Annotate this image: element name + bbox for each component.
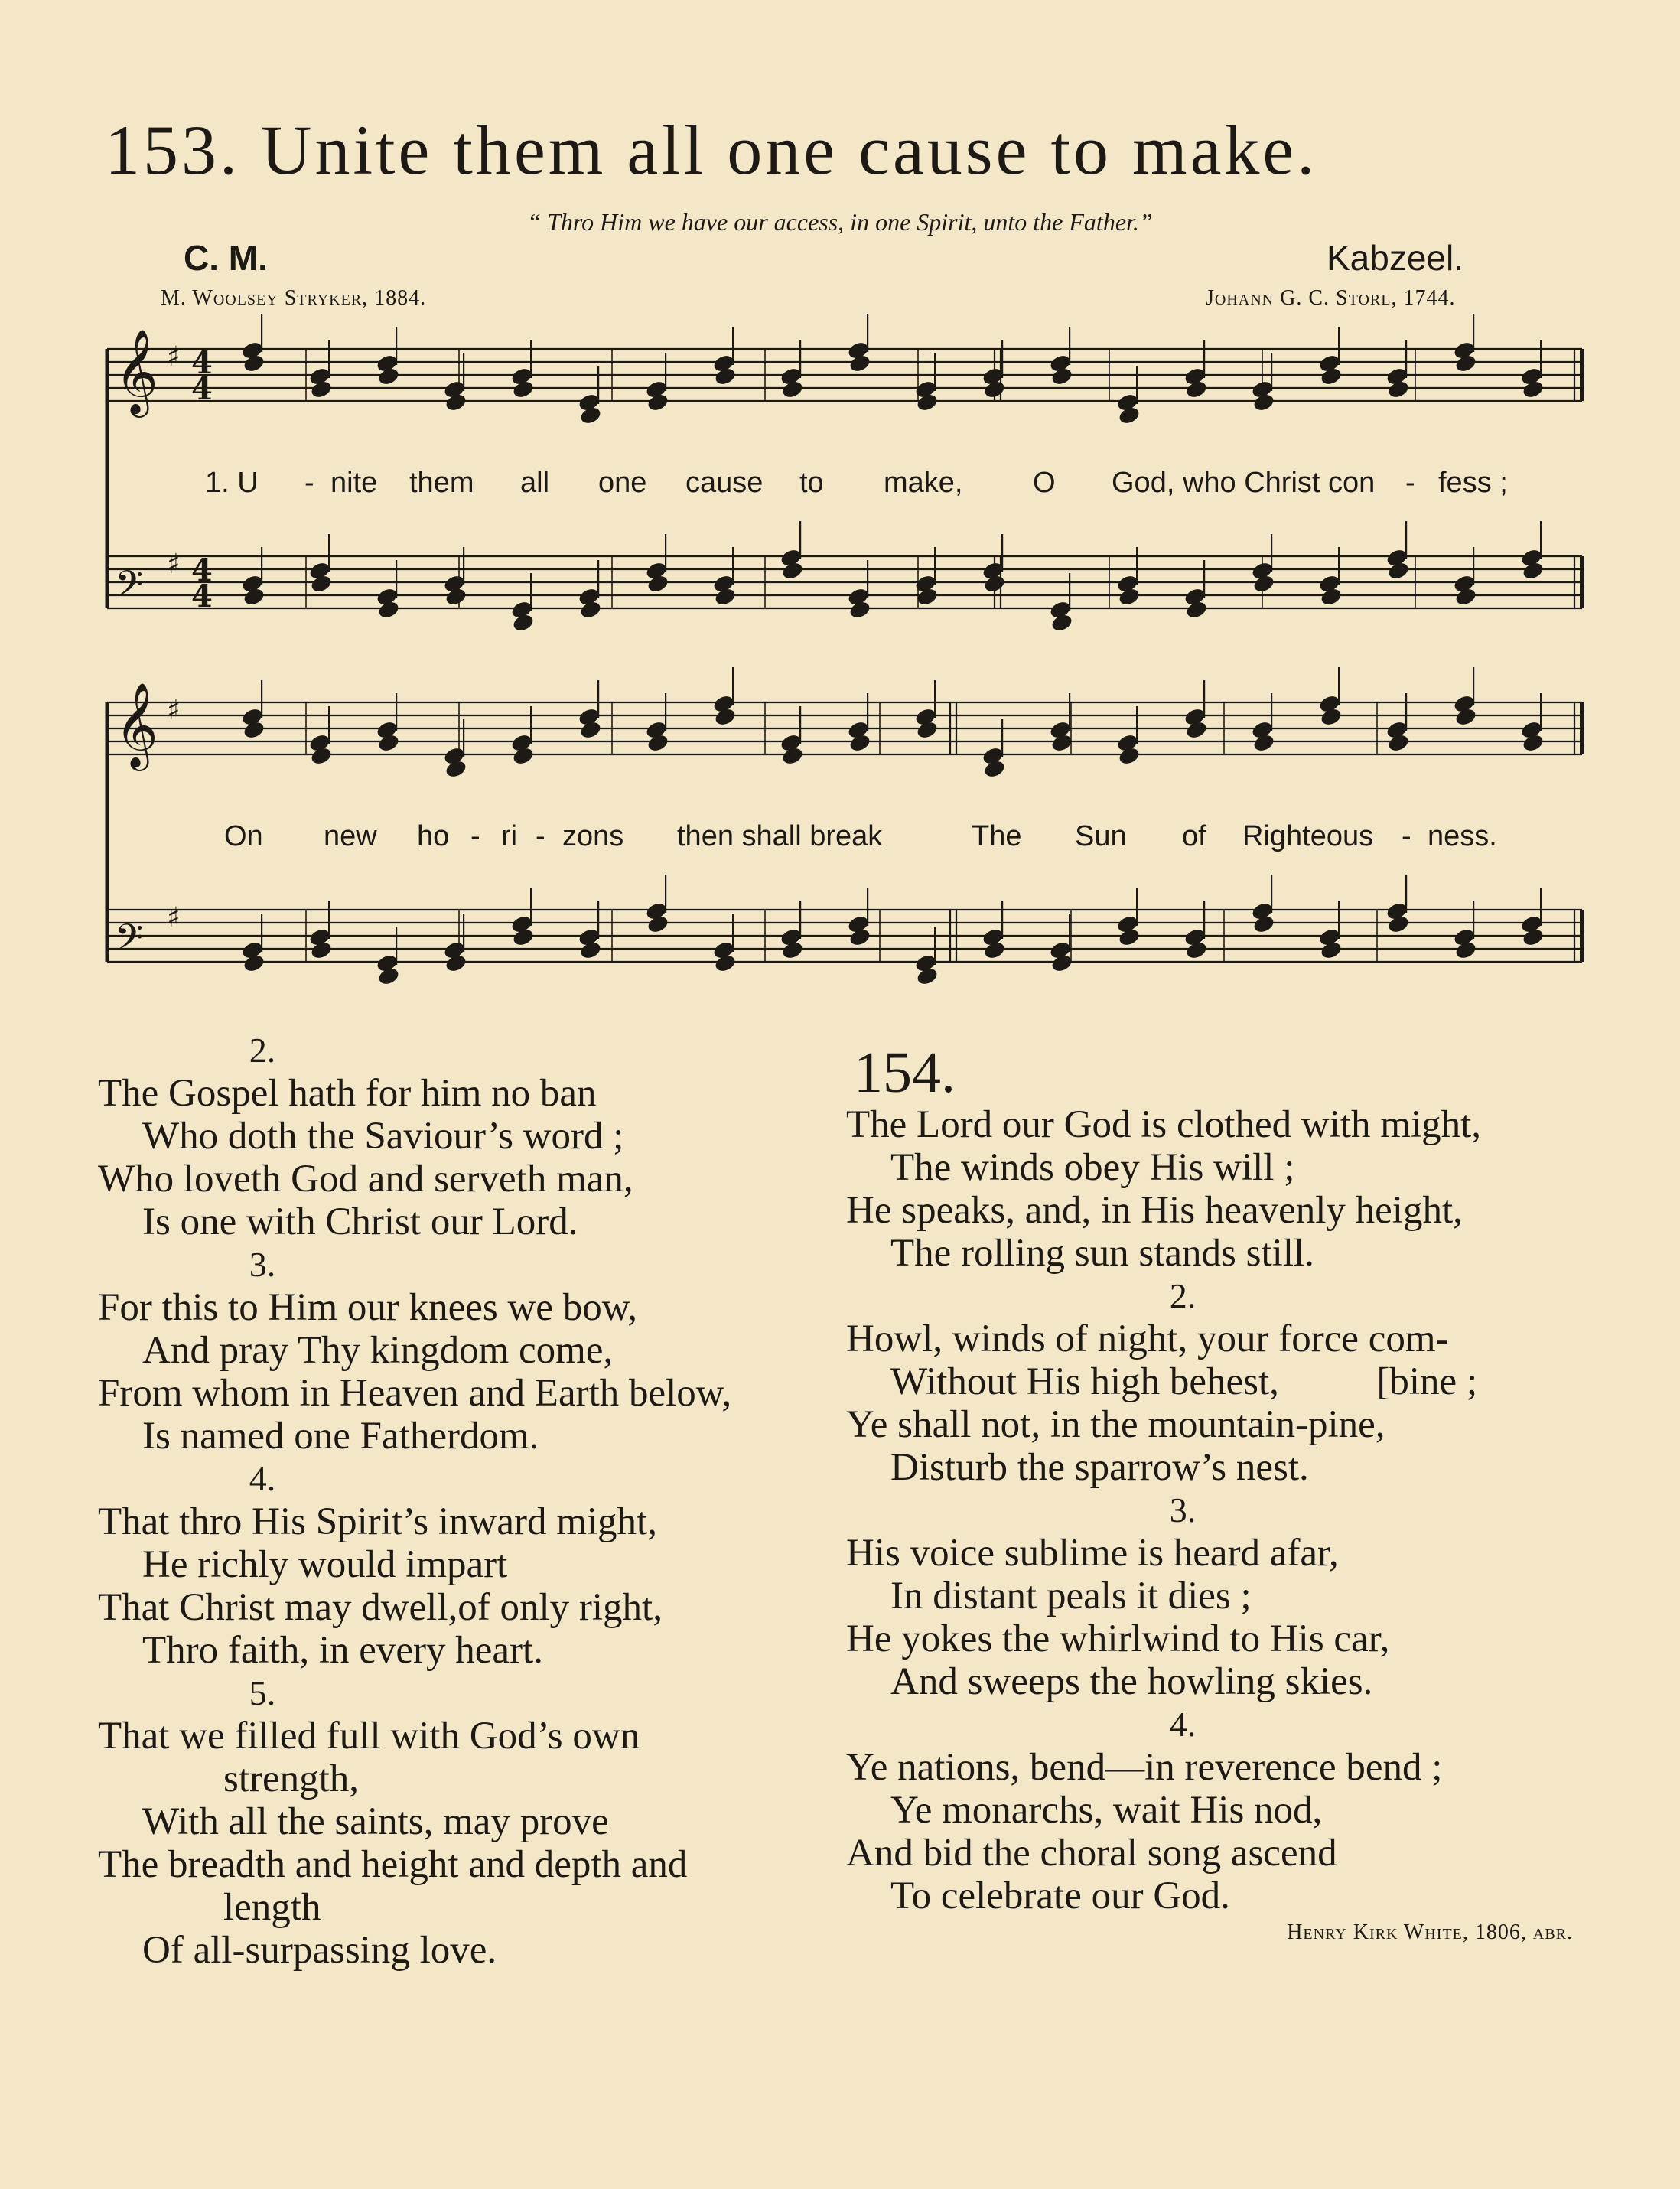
verse-line: And bid the choral song ascend xyxy=(846,1832,1337,1875)
note-stem xyxy=(1271,353,1272,391)
verse-line: With all the saints, may prove xyxy=(142,1800,609,1843)
verse-number: 4. xyxy=(249,1459,276,1498)
note-stem xyxy=(1473,667,1474,705)
verse-line: He speaks, and, in His heavenly height, xyxy=(846,1189,1463,1232)
lyric-syllable: then shall break xyxy=(677,820,883,852)
note-stem xyxy=(1203,340,1205,378)
note-stem xyxy=(732,547,734,585)
note-stem xyxy=(665,693,666,731)
verse-line: That thro His Spirit’s inward might, xyxy=(98,1500,657,1543)
verse-line: Who loveth God and serveth man, xyxy=(98,1158,633,1200)
note-stem xyxy=(867,888,868,926)
lyric-syllable: O xyxy=(1033,467,1056,499)
lyric-hyphen: - xyxy=(536,820,545,852)
note-stem xyxy=(396,327,397,365)
note-stem xyxy=(1001,340,1003,378)
note-stem xyxy=(1069,573,1070,611)
verse-line: He yokes the whirlwind to His car, xyxy=(846,1617,1390,1660)
verse-line: His voice sublime is heard afar, xyxy=(846,1532,1339,1575)
note-stem xyxy=(597,901,599,939)
note-stem xyxy=(1540,521,1542,559)
lyric-syllable: Sun xyxy=(1075,820,1127,852)
lyric-syllable: to xyxy=(799,467,824,499)
lyric-hyphen: - xyxy=(304,467,314,499)
key-signature-sharp: ♯ xyxy=(167,341,181,373)
lyric-syllable: new xyxy=(324,820,377,852)
note-stem xyxy=(732,667,734,705)
note-stem xyxy=(1338,901,1340,939)
note-stem xyxy=(261,547,262,585)
note-stem xyxy=(934,927,936,965)
verse-line: Of all-surpassing love. xyxy=(142,1929,497,1972)
lyric-syllable: of xyxy=(1182,820,1206,852)
note-stem xyxy=(1338,327,1340,365)
note-stem xyxy=(463,547,464,585)
note-stem xyxy=(597,680,599,718)
note-stem xyxy=(867,560,868,598)
tune-name: Kabzeel. xyxy=(1327,238,1464,278)
verse-line: He richly would impart xyxy=(142,1543,508,1586)
note-stem xyxy=(463,914,464,952)
note-stem xyxy=(1069,914,1070,952)
note-stem xyxy=(799,901,801,939)
note-stem xyxy=(665,534,666,572)
hymn-153-title: 153. Unite them all one cause to make. xyxy=(105,111,1318,189)
verse-line: The rolling sun stands still. xyxy=(890,1232,1314,1275)
note-stem xyxy=(1338,667,1340,705)
verse-line: Is named one Fatherdom. xyxy=(142,1415,539,1458)
note-stem xyxy=(1001,719,1003,757)
verse-number: 5. xyxy=(249,1673,276,1712)
verse-number: 4. xyxy=(1169,1705,1197,1744)
verse-number: 3. xyxy=(249,1245,276,1284)
note-stem xyxy=(261,680,262,718)
note-stem xyxy=(530,888,532,926)
note-stem xyxy=(1001,901,1003,939)
verse-line: To celebrate our God. xyxy=(890,1875,1230,1917)
note-stem xyxy=(328,534,330,572)
time-signature: 4 xyxy=(191,552,213,588)
note-stem xyxy=(665,353,666,391)
notes-group xyxy=(240,875,1545,987)
verse-line: For this to Him our knees we bow, xyxy=(98,1286,637,1329)
note-stem xyxy=(867,693,868,731)
time-signature: 4 xyxy=(191,371,213,407)
hymn-154-number: 154. xyxy=(854,1041,956,1105)
note-stem xyxy=(530,573,532,611)
hymn-154-author-credit: Henry Kirk White, 1806, abr. xyxy=(1287,1920,1573,1944)
note-stem xyxy=(530,340,532,378)
time-signature: 4 xyxy=(191,345,213,381)
note-stem xyxy=(1473,547,1474,585)
lyric-syllable: cause xyxy=(685,467,763,499)
note-stem xyxy=(328,901,330,939)
verse-line: The breadth and height and depth and xyxy=(98,1843,688,1886)
lyric-syllable: ho xyxy=(417,820,450,852)
note-stem xyxy=(463,353,464,391)
note-stem xyxy=(396,560,397,598)
lyric-hyphen: - xyxy=(1402,820,1411,852)
note-stem xyxy=(1338,547,1340,585)
note-stem xyxy=(1473,314,1474,352)
verse-line: The Gospel hath for him no ban xyxy=(98,1072,597,1115)
note-stem xyxy=(1136,366,1138,404)
key-signature-sharp: ♯ xyxy=(167,902,181,933)
verse-line: Who doth the Saviour’s word ; xyxy=(142,1115,624,1158)
lyrics-line-2 xyxy=(0,820,1680,858)
note-stem xyxy=(1203,560,1205,598)
note-stem xyxy=(396,693,397,731)
note-stem xyxy=(1271,534,1272,572)
note-stem xyxy=(665,875,666,913)
note-stem xyxy=(732,327,734,365)
note-stem xyxy=(328,340,330,378)
note-stem xyxy=(1203,901,1205,939)
note-stem xyxy=(1405,693,1407,731)
verse-number: 2. xyxy=(1169,1276,1197,1315)
note-stem xyxy=(1473,901,1474,939)
verse-line: That Christ may dwell,of only right, xyxy=(98,1586,663,1629)
hymn-153-verses xyxy=(98,1029,848,1972)
lyric-syllable: them xyxy=(409,467,474,499)
note-stem xyxy=(799,706,801,744)
verse-line: Without His high behest, [bine ; xyxy=(890,1360,1478,1403)
lyric-hyphen: - xyxy=(470,820,480,852)
lyric-syllable: ness. xyxy=(1428,820,1497,852)
note-stem xyxy=(1069,693,1070,731)
note-stem xyxy=(799,340,801,378)
bass-clef: 𝄢 xyxy=(115,562,144,614)
verse-line: Ye monarchs, wait His nod, xyxy=(890,1789,1323,1832)
lyric-syllable: one xyxy=(598,467,647,499)
note-stem xyxy=(1540,340,1542,378)
verse-line: And pray Thy kingdom come, xyxy=(142,1329,614,1372)
treble-clef: 𝄞 xyxy=(115,682,158,767)
note-stem xyxy=(1405,340,1407,378)
notes-group xyxy=(240,667,1545,780)
lyric-syllable: all xyxy=(520,467,550,499)
note-stem xyxy=(530,706,532,744)
verse-number: 3. xyxy=(1169,1490,1197,1529)
meter-label: C. M. xyxy=(184,238,268,278)
verse-line: That we filled full with God’s own xyxy=(98,1715,640,1757)
lyric-syllable: ri xyxy=(501,820,518,852)
lyric-syllable: The xyxy=(972,820,1022,852)
note-stem xyxy=(328,706,330,744)
bass-clef: 𝄢 xyxy=(115,916,144,968)
verse-line: In distant peals it dies ; xyxy=(890,1575,1252,1617)
verse-line: And sweeps the howling skies. xyxy=(890,1660,1373,1703)
notes-group xyxy=(240,314,1545,426)
lyric-syllable: 1. U xyxy=(205,467,259,499)
note-stem xyxy=(1136,547,1138,585)
verse-number: 2. xyxy=(249,1031,276,1070)
verse-line: Is one with Christ our Lord. xyxy=(142,1200,578,1243)
lyric-syllable: zons xyxy=(562,820,624,852)
lyrics-line-1 xyxy=(0,467,1680,505)
key-signature-sharp: ♯ xyxy=(167,695,181,726)
note-stem xyxy=(934,353,936,391)
note-stem xyxy=(934,680,936,718)
verse-line: The Lord our God is clothed with might, xyxy=(846,1103,1482,1146)
composer-credit: Johann G. C. Storl, 1744. xyxy=(1206,286,1456,310)
note-stem xyxy=(463,719,464,757)
note-stem xyxy=(1540,693,1542,731)
key-signature-sharp: ♯ xyxy=(167,549,181,580)
lyricist-credit: M. Woolsey Stryker, 1884. xyxy=(161,286,427,310)
lyric-syllable: make, xyxy=(884,467,963,499)
verse-line: Disturb the sparrow’s nest. xyxy=(890,1446,1309,1489)
note-stem xyxy=(1069,327,1070,365)
lyric-syllable: nite xyxy=(330,467,378,499)
note-stem xyxy=(1405,521,1407,559)
treble-clef: 𝄞 xyxy=(115,328,158,414)
time-signature: 4 xyxy=(191,578,213,614)
verse-line: Thro faith, in every heart. xyxy=(142,1629,543,1672)
hymn-154 xyxy=(846,1042,1611,1948)
note-stem xyxy=(867,314,868,352)
lyric-syllable: God, who Christ con xyxy=(1112,467,1376,499)
verse-line: The winds obey His will ; xyxy=(890,1146,1295,1189)
note-stem xyxy=(1405,875,1407,913)
note-stem xyxy=(799,521,801,559)
verse-line: Howl, winds of night, your force com- xyxy=(846,1318,1449,1360)
lyric-hyphen: - xyxy=(1405,467,1415,499)
verse-line: From whom in Heaven and Earth below, xyxy=(98,1372,732,1415)
note-stem xyxy=(1203,680,1205,718)
note-stem xyxy=(597,560,599,598)
lyric-syllable: Righteous xyxy=(1242,820,1374,852)
notes-group xyxy=(240,521,1545,634)
note-stem xyxy=(1136,706,1138,744)
note-stem xyxy=(732,914,734,952)
lyric-syllable: On xyxy=(224,820,263,852)
verse-line: strength, xyxy=(223,1757,360,1800)
note-stem xyxy=(1271,875,1272,913)
note-stem xyxy=(1540,888,1542,926)
note-stem xyxy=(261,914,262,952)
note-stem xyxy=(1001,534,1003,572)
note-stem xyxy=(1271,693,1272,731)
note-stem xyxy=(396,927,397,965)
hymn-153-epigraph: “ Thro Him we have our access, in one Spirit, unto the Father.” xyxy=(527,208,1153,236)
verse-line: Ye nations, bend—in reverence bend ; xyxy=(846,1746,1443,1789)
verse-line: length xyxy=(223,1886,321,1929)
lyric-syllable: fess ; xyxy=(1438,467,1508,499)
note-stem xyxy=(1136,888,1138,926)
verse-line: Ye shall not, in the mountain-pine, xyxy=(846,1403,1385,1446)
note-stem xyxy=(261,314,262,352)
note-stem xyxy=(934,547,936,585)
note-stem xyxy=(597,366,599,404)
